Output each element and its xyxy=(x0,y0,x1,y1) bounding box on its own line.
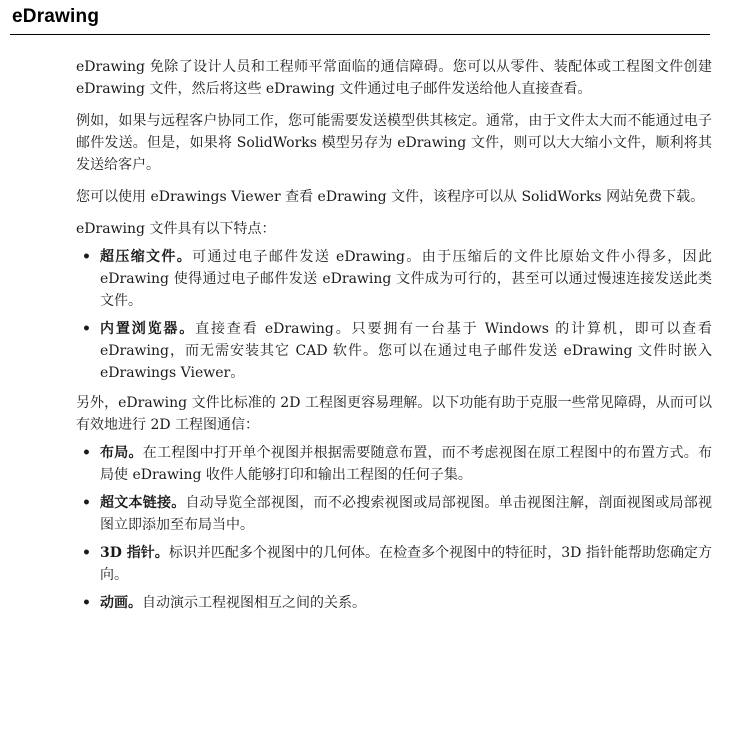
bullet-text: 标识并匹配多个视图中的几何体。在检查多个视图中的特征时，3D 指针能帮助您确定方向。 xyxy=(100,545,712,583)
bullet-text: 在工程图中打开单个视图并根据需要随意布置，而不考虑视图在原工程图中的布置方式。布局使 eDrawing 收件人能够打印和输出工程图的任何子集。 xyxy=(100,445,713,483)
list-item xyxy=(76,442,712,486)
bullet-icon: • xyxy=(82,545,91,561)
paragraph-features-intro: eDrawing 文件具有以下特点： xyxy=(76,221,276,237)
bullet-icon: • xyxy=(82,249,91,265)
feature-list xyxy=(76,246,712,384)
page-title: eDrawing xyxy=(12,6,100,27)
paragraph-example: 例如，如果与远程客户协同工作，您可能需要发送模型供其核定。通常，由于文件太大而不能通过电子邮件发送。但是，如果将 SolidWorks 模型另存为 eDrawing 文件，则可以大大缩小文件，顺利将其发送给客户。 xyxy=(76,113,712,173)
bullet-text: 直接查看 eDrawing。只要拥有一台基于 Windows 的计算机，即可以查看 eDrawing，而无需安装其它 CAD 软件。您可以在通过电子邮件发送 eDrawing 文件时嵌入 eDrawings Viewer。 xyxy=(100,321,712,381)
list-item xyxy=(76,492,712,536)
bullet-term: 布局。 xyxy=(100,445,143,461)
bullet-icon: • xyxy=(82,595,91,611)
function-list xyxy=(76,442,712,614)
bullet-icon: • xyxy=(82,445,91,461)
list-item xyxy=(76,592,712,614)
paragraph-intro: eDrawing 免除了设计人员和工程师平常面临的通信障碍。您可以从零件、装配体或工程图文件创建 eDrawing 文件，然后将这些 eDrawing 文件通过电子邮件发送给他人直接查看。 xyxy=(76,59,712,97)
bullet-icon: • xyxy=(82,321,91,337)
bullet-text: 自动演示工程视图相互之间的关系。 xyxy=(142,595,366,611)
bullet-term: 3D 指针。 xyxy=(100,545,169,561)
list-item xyxy=(76,542,712,586)
bullet-term: 内置浏览器。 xyxy=(100,321,196,337)
list-item xyxy=(76,318,712,384)
list-item xyxy=(76,246,712,312)
document-body xyxy=(76,56,712,622)
bullet-text: 可通过电子邮件发送 eDrawing。由于压缩后的文件比原始文件小得多，因此 eDrawing 使得通过电子邮件发送 eDrawing 文件成为可行的，甚至可以通过慢速连接发送此类文件。 xyxy=(100,249,712,309)
paragraph-viewer: 您可以使用 eDrawings Viewer 查看 eDrawing 文件，该程序可以从 SolidWorks 网站免费下载。 xyxy=(76,189,705,205)
bullet-term: 超文本链接。 xyxy=(100,495,186,511)
paragraph-2d-intro: 另外，eDrawing 文件比标准的 2D 工程图更容易理解。以下功能有助于克服一些常见障碍，从而可以有效地进行 2D 工程图通信： xyxy=(76,395,712,433)
bullet-text: 自动导览全部视图，而不必搜索视图或局部视图。单击视图注解，剖面视图或局部视图立即添加至布局当中。 xyxy=(100,495,713,533)
title-divider xyxy=(10,34,710,35)
bullet-term: 动画。 xyxy=(100,595,142,611)
bullet-icon: • xyxy=(82,495,91,511)
bullet-term: 超压缩文件。 xyxy=(100,249,193,265)
